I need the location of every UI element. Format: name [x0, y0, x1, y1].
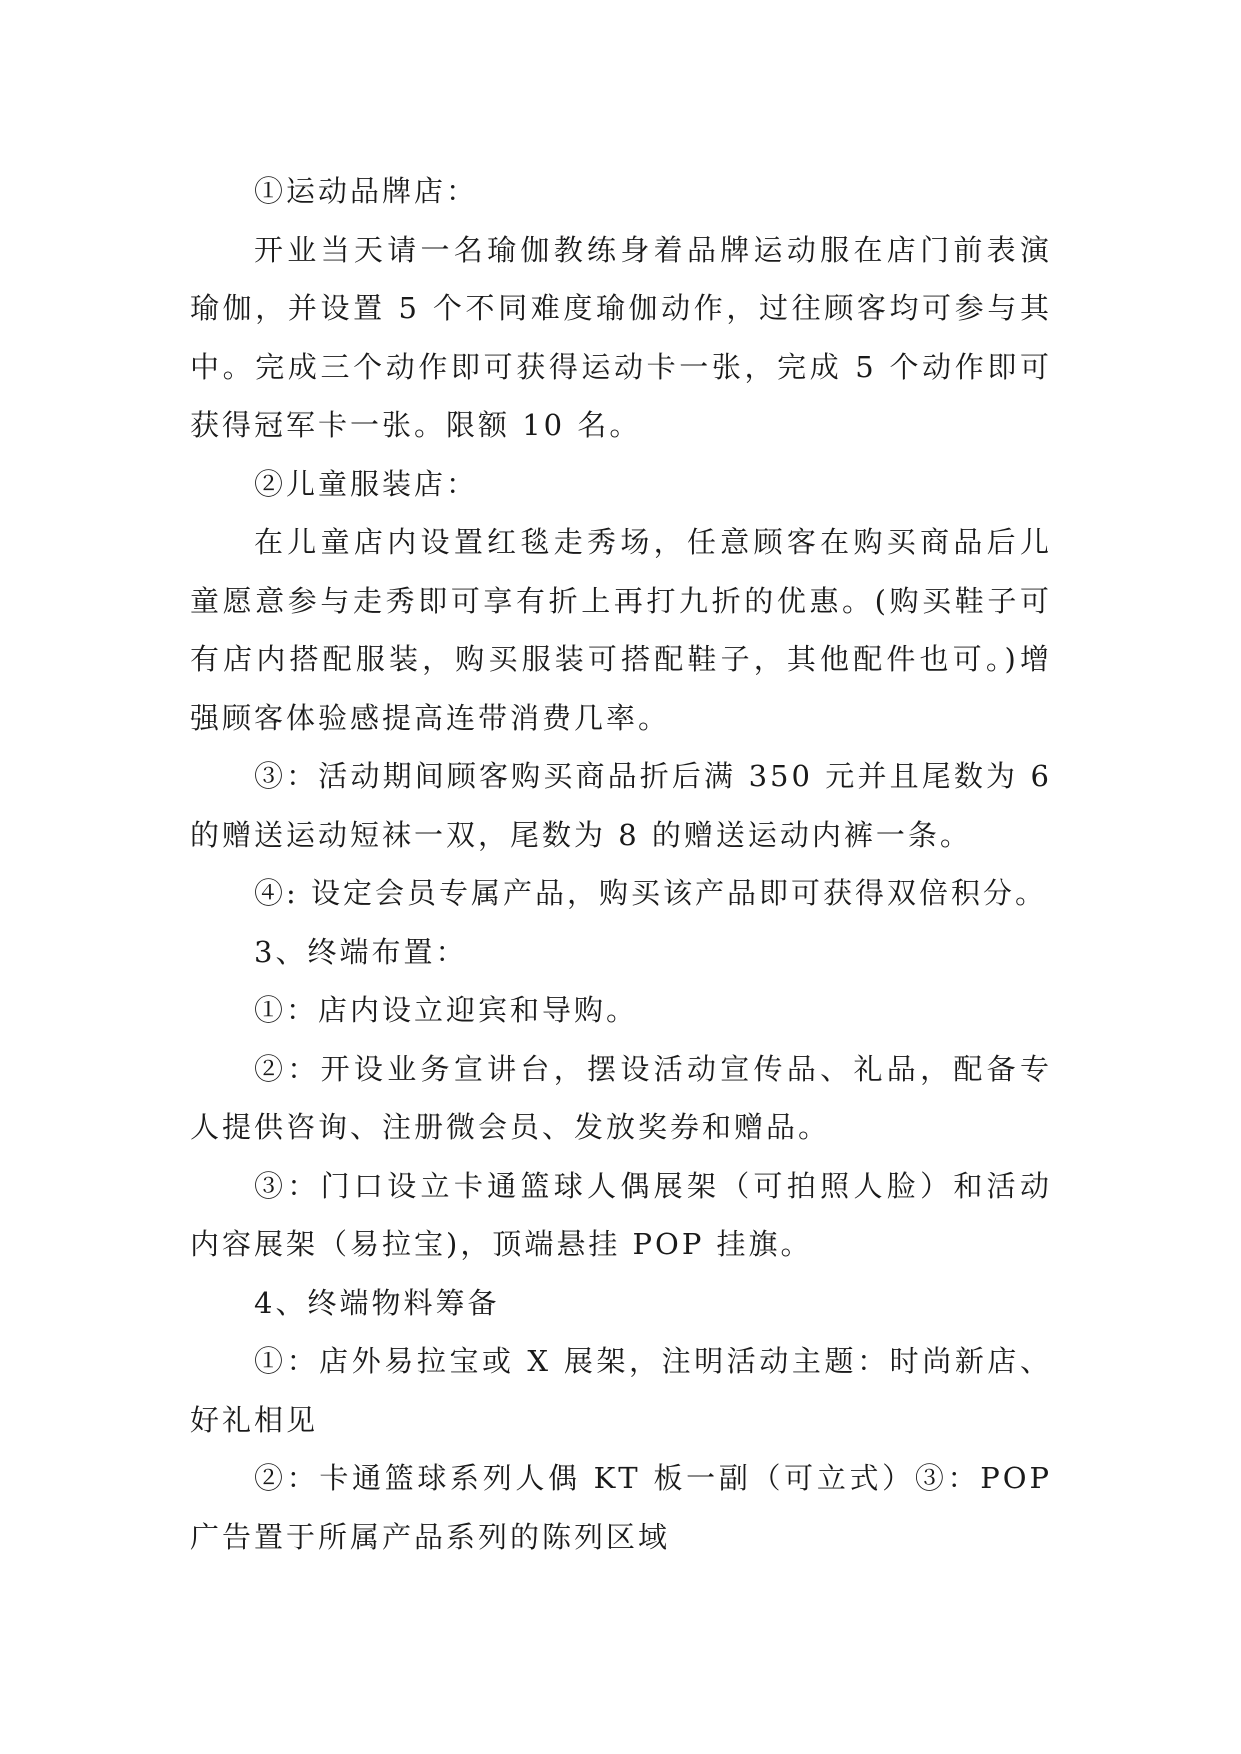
paragraph-info-desk: ②：开设业务宣讲台，摆设活动宣传品、礼品，配备专人提供咨询、注册微会员、发放奖券和赠品。 — [190, 1051, 1052, 1144]
paragraph-runway-event: 在儿童店内设置红毯走秀场，任意顾客在购买商品后儿童愿意参与走秀即可享有折上再打九折的优惠。(购买鞋子可有店内搭配服装，购买服装可搭配鞋子，其他配件也可。)增强顾客体验感提高连带消费几率。 — [190, 525, 1052, 735]
document-body — [190, 162, 1052, 1566]
paragraph-kt-board-pop: ②：卡通篮球系列人偶 KT 板一副（可立式）③：POP 广告置于所属产品系列的陈列区域 — [190, 1461, 1052, 1554]
paragraph-yoga-event: 开业当天请一名瑜伽教练身着品牌运动服在店门前表演瑜伽，并设置 5 个不同难度瑜伽动作，过往顾客均可参与其中。完成三个动作即可获得运动卡一张，完成 5 个动作即可获得冠军卡一张。限额 10 名。 — [190, 232, 1052, 442]
paragraph-member-points: ④: 设定会员专属产品，购买该产品即可获得双倍积分。 — [254, 876, 1047, 910]
paragraph-greeters: ①：店内设立迎宾和导购。 — [254, 993, 639, 1027]
section-heading-materials: 4、终端物料筹备 — [254, 1285, 500, 1320]
paragraph-sports-store-heading: ①运动品牌店： — [254, 174, 479, 208]
section-heading-terminal-layout: 3、终端布置： — [254, 934, 468, 969]
paragraph-display-stands: ③：门口设立卡通篮球人偶展架（可拍照人脸）和活动内容展架（易拉宝)，顶端悬挂 POP 挂旗。 — [190, 1168, 1052, 1261]
paragraph-rollup-banner: ①：店外易拉宝或 X 展架，注明活动主题：时尚新店、好礼相见 — [190, 1344, 1052, 1437]
paragraph-purchase-gift: ③：活动期间顾客购买商品折后满 350 元并且尾数为 6 的赠送运动短袜一双，尾数为 8 的赠送运动内裤一条。 — [190, 759, 1052, 852]
paragraph-kids-store-heading: ②儿童服装店： — [254, 466, 479, 501]
